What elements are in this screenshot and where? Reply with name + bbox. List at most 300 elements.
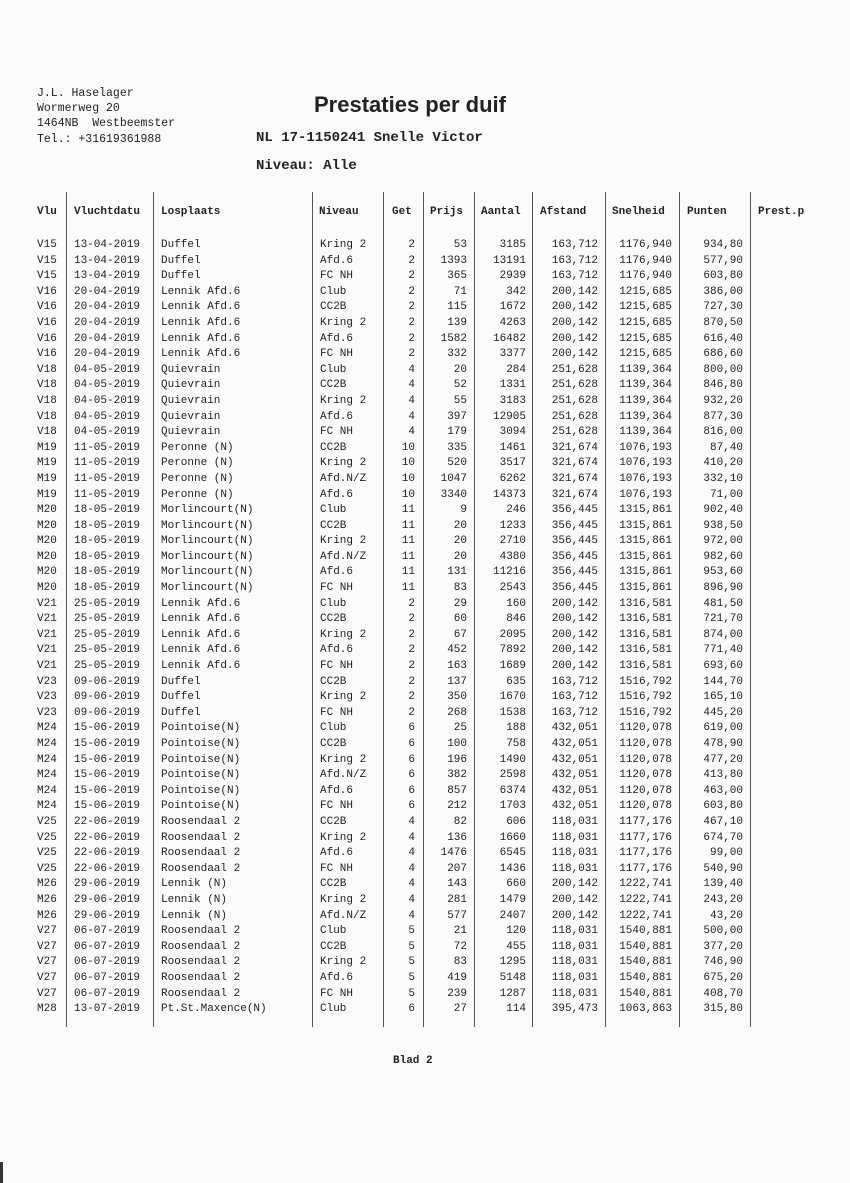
cell-niveau: CC2B [320, 379, 347, 392]
cell-get: 2 [408, 270, 415, 283]
cell-niveau: Club [320, 925, 347, 938]
cell-vlu: V25 [37, 847, 57, 860]
cell-vlu: V23 [37, 691, 57, 704]
table-row [0, 816, 850, 832]
cell-niveau: Afd.6 [320, 410, 354, 423]
page-title: Prestaties per duif [314, 92, 506, 117]
cell-aantal: 3517 [499, 457, 526, 470]
cell-losplaats: Peronne (N) [161, 472, 234, 485]
cell-vlu: V18 [37, 363, 57, 376]
cell-vluchtdatum: 04-05-2019 [74, 410, 141, 423]
cell-niveau: FC NH [320, 800, 354, 813]
cell-afstand: 432,051 [551, 800, 598, 813]
cell-get: 4 [408, 893, 415, 906]
cell-punten: 445,20 [703, 706, 743, 719]
cell-vluchtdatum: 29-06-2019 [74, 893, 141, 906]
cell-niveau: FC NH [320, 426, 354, 439]
cell-vluchtdatum: 13-04-2019 [74, 270, 141, 283]
cell-afstand: 200,142 [551, 332, 598, 345]
cell-get: 2 [408, 301, 415, 314]
cell-get: 6 [408, 722, 415, 735]
cell-snelheid: 1315,861 [619, 519, 672, 532]
cell-punten: 467,10 [703, 815, 743, 828]
header-afstand: Afstand [540, 206, 587, 218]
cell-vluchtdatum: 11-05-2019 [74, 457, 141, 470]
cell-prijs: 83 [453, 956, 467, 969]
cell-vluchtdatum: 11-05-2019 [74, 441, 141, 454]
cell-vlu: M20 [37, 550, 57, 563]
cell-niveau: Kring 2 [320, 893, 367, 906]
cell-snelheid: 1177,176 [619, 815, 672, 828]
cell-snelheid: 1120,078 [619, 769, 672, 782]
cell-losplaats: Quievrain [161, 426, 221, 439]
table-row [0, 504, 850, 520]
cell-vluchtdatum: 09-06-2019 [74, 675, 141, 688]
cell-punten: 87,40 [709, 441, 743, 454]
cell-vluchtdatum: 18-05-2019 [74, 566, 141, 579]
table-row [0, 925, 850, 941]
cell-vluchtdatum: 25-05-2019 [74, 644, 141, 657]
cell-losplaats: Lennik Afd.6 [161, 348, 241, 361]
cell-vluchtdatum: 13-07-2019 [74, 1003, 141, 1016]
cell-get: 10 [401, 488, 415, 501]
cell-snelheid: 1516,792 [619, 675, 672, 688]
cell-get: 10 [401, 457, 415, 470]
cell-niveau: Kring 2 [320, 831, 367, 844]
cell-aantal: 1703 [499, 800, 526, 813]
sender-name: J.L. Haselager [37, 87, 134, 100]
cell-niveau: FC NH [320, 582, 354, 595]
cell-niveau: Afd.6 [320, 784, 354, 797]
cell-get: 5 [408, 940, 415, 953]
table-row [0, 676, 850, 692]
cell-aantal: 1538 [499, 706, 526, 719]
table-row [0, 317, 850, 333]
header-niveau: Niveau [319, 206, 359, 218]
cell-aantal: 2407 [499, 909, 526, 922]
table-row [0, 660, 850, 676]
cell-snelheid: 1315,861 [619, 535, 672, 548]
cell-snelheid: 1316,581 [619, 644, 672, 657]
table-row [0, 972, 850, 988]
cell-get: 2 [408, 628, 415, 641]
cell-punten: 693,60 [703, 660, 743, 673]
cell-prijs: 20 [453, 535, 467, 548]
cell-snelheid: 1540,881 [619, 956, 672, 969]
cell-vluchtdatum: 20-04-2019 [74, 316, 141, 329]
cell-vluchtdatum: 29-06-2019 [74, 909, 141, 922]
cell-vlu: M24 [37, 753, 57, 766]
cell-vluchtdatum: 15-06-2019 [74, 800, 141, 813]
cell-get: 5 [408, 971, 415, 984]
cell-prijs: 419 [447, 971, 467, 984]
table-row [0, 832, 850, 848]
cell-snelheid: 1215,685 [619, 285, 672, 298]
cell-losplaats: Lennik (N) [161, 878, 228, 891]
cell-vluchtdatum: 20-04-2019 [74, 285, 141, 298]
cell-aantal: 4380 [499, 550, 526, 563]
cell-losplaats: Pointoise(N) [161, 722, 241, 735]
cell-losplaats: Peronne (N) [161, 441, 234, 454]
cell-snelheid: 1063,863 [619, 1003, 672, 1016]
cell-get: 4 [408, 847, 415, 860]
cell-vlu: V18 [37, 410, 57, 423]
cell-punten: 139,40 [703, 878, 743, 891]
table-row [0, 707, 850, 723]
cell-vluchtdatum: 18-05-2019 [74, 519, 141, 532]
cell-snelheid: 1139,364 [619, 426, 672, 439]
cell-vluchtdatum: 15-06-2019 [74, 784, 141, 797]
table-row [0, 894, 850, 910]
cell-niveau: CC2B [320, 519, 347, 532]
table-row [0, 629, 850, 645]
cell-afstand: 200,142 [551, 613, 598, 626]
cell-vluchtdatum: 06-07-2019 [74, 925, 141, 938]
cell-losplaats: Pointoise(N) [161, 738, 241, 750]
cell-prijs: 163 [447, 660, 467, 673]
cell-vluchtdatum: 04-05-2019 [74, 394, 141, 407]
cell-snelheid: 1177,176 [619, 831, 672, 844]
cell-punten: 577,90 [703, 254, 743, 267]
cell-vluchtdatum: 11-05-2019 [74, 488, 141, 501]
cell-prijs: 3340 [440, 488, 467, 501]
cell-snelheid: 1315,861 [619, 582, 672, 595]
cell-niveau: CC2B [320, 613, 347, 626]
cell-afstand: 251,628 [551, 426, 598, 439]
cell-prijs: 350 [447, 691, 467, 704]
cell-afstand: 251,628 [551, 394, 598, 407]
cell-punten: 932,20 [703, 394, 743, 407]
cell-prijs: 60 [453, 613, 467, 626]
cell-vlu: V23 [37, 706, 57, 719]
cell-losplaats: Lennik Afd.6 [161, 660, 241, 673]
cell-prijs: 335 [447, 441, 467, 454]
cell-losplaats: Duffel [161, 254, 201, 267]
cell-afstand: 251,628 [551, 363, 598, 376]
cell-losplaats: Peronne (N) [161, 457, 234, 470]
cell-prijs: 332 [447, 348, 467, 361]
cell-afstand: 118,031 [551, 971, 598, 984]
sender-street: Wormerweg 20 [37, 102, 120, 116]
table-row [0, 535, 850, 551]
cell-niveau: CC2B [320, 738, 347, 750]
cell-aantal: 2543 [499, 582, 526, 595]
cell-punten: 727,30 [703, 301, 743, 314]
cell-aantal: 6374 [499, 784, 526, 797]
cell-punten: 938,50 [703, 519, 743, 532]
cell-losplaats: Duffel [161, 239, 201, 251]
cell-losplaats: Peronne (N) [161, 488, 234, 501]
cell-get: 11 [401, 535, 415, 548]
table-row [0, 442, 850, 458]
table-row [0, 988, 850, 1004]
cell-losplaats: Quievrain [161, 394, 221, 407]
header-aantal: Aantal [481, 206, 521, 218]
cell-vluchtdatum: 06-07-2019 [74, 956, 141, 969]
header-get: Get [392, 206, 412, 218]
cell-get: 6 [408, 769, 415, 782]
cell-punten: 332,10 [703, 472, 743, 485]
cell-vluchtdatum: 06-07-2019 [74, 987, 141, 1000]
cell-punten: 463,00 [703, 784, 743, 797]
cell-niveau: Kring 2 [320, 239, 367, 251]
cell-niveau: Afd.6 [320, 254, 354, 267]
cell-prijs: 452 [447, 644, 467, 657]
cell-afstand: 200,142 [551, 628, 598, 641]
cell-vlu: V25 [37, 815, 57, 828]
table-row [0, 738, 850, 754]
cell-snelheid: 1120,078 [619, 753, 672, 766]
table-row [0, 800, 850, 816]
cell-snelheid: 1315,861 [619, 504, 672, 517]
cell-snelheid: 1139,364 [619, 410, 672, 423]
cell-get: 2 [408, 285, 415, 298]
header-losplaats: Losplaats [161, 206, 221, 218]
table-row [0, 473, 850, 489]
cell-afstand: 432,051 [551, 738, 598, 750]
cell-vlu: V15 [37, 239, 57, 251]
cell-aantal: 120 [506, 925, 526, 938]
table-row [0, 270, 850, 286]
cell-vluchtdatum: 18-05-2019 [74, 535, 141, 548]
cell-losplaats: Duffel [161, 691, 201, 704]
cell-get: 5 [408, 987, 415, 1000]
cell-losplaats: Lennik Afd.6 [161, 316, 241, 329]
cell-prijs: 520 [447, 457, 467, 470]
cell-get: 4 [408, 394, 415, 407]
cell-losplaats: Roosendaal 2 [161, 987, 241, 1000]
cell-niveau: Kring 2 [320, 535, 367, 548]
cell-losplaats: Morlincourt(N) [161, 519, 254, 532]
cell-niveau: CC2B [320, 441, 347, 454]
cell-aantal: 2939 [499, 270, 526, 283]
cell-niveau: Afd.6 [320, 488, 354, 501]
cell-punten: 616,40 [703, 332, 743, 345]
cell-afstand: 118,031 [551, 956, 598, 969]
cell-aantal: 6545 [499, 847, 526, 860]
cell-aantal: 1331 [499, 379, 526, 392]
table-row [0, 379, 850, 395]
cell-afstand: 432,051 [551, 784, 598, 797]
cell-afstand: 200,142 [551, 644, 598, 657]
cell-afstand: 200,142 [551, 316, 598, 329]
cell-prijs: 20 [453, 550, 467, 563]
cell-snelheid: 1516,792 [619, 706, 672, 719]
cell-vlu: V16 [37, 348, 57, 361]
cell-vluchtdatum: 11-05-2019 [74, 472, 141, 485]
cell-afstand: 356,445 [551, 535, 598, 548]
cell-snelheid: 1120,078 [619, 738, 672, 750]
cell-aantal: 4263 [499, 316, 526, 329]
cell-niveau: FC NH [320, 987, 354, 1000]
cell-vluchtdatum: 09-06-2019 [74, 691, 141, 704]
cell-vluchtdatum: 15-06-2019 [74, 753, 141, 766]
cell-afstand: 163,712 [551, 706, 598, 719]
cell-vlu: V27 [37, 956, 57, 969]
cell-get: 2 [408, 597, 415, 610]
cell-niveau: CC2B [320, 815, 347, 828]
cell-afstand: 395,473 [551, 1003, 598, 1016]
cell-losplaats: Roosendaal 2 [161, 925, 241, 938]
cell-afstand: 200,142 [551, 660, 598, 673]
cell-punten: 386,00 [703, 285, 743, 298]
cell-get: 4 [408, 909, 415, 922]
cell-vlu: V21 [37, 660, 57, 673]
cell-aantal: 16482 [492, 332, 526, 345]
table-row [0, 691, 850, 707]
cell-get: 5 [408, 925, 415, 938]
table-row [0, 941, 850, 957]
pigeon-ring-line: NL 17-1150241 Snelle Victor [256, 130, 483, 146]
cell-vluchtdatum: 25-05-2019 [74, 597, 141, 610]
cell-aantal: 188 [506, 722, 526, 735]
cell-niveau: CC2B [320, 301, 347, 314]
cell-aantal: 114 [506, 1003, 526, 1016]
cell-niveau: Afd.6 [320, 644, 354, 657]
header-vluchtdatum: Vluchtdatu [74, 206, 141, 218]
cell-afstand: 118,031 [551, 847, 598, 860]
table-row [0, 520, 850, 536]
cell-vlu: V16 [37, 301, 57, 314]
cell-prijs: 212 [447, 800, 467, 813]
cell-aantal: 1490 [499, 753, 526, 766]
cell-vlu: V16 [37, 316, 57, 329]
cell-aantal: 1689 [499, 660, 526, 673]
cell-afstand: 200,142 [551, 893, 598, 906]
cell-punten: 675,20 [703, 971, 743, 984]
cell-get: 2 [408, 706, 415, 719]
table-row [0, 863, 850, 879]
cell-snelheid: 1176,940 [619, 270, 672, 283]
cell-afstand: 356,445 [551, 566, 598, 579]
cell-prijs: 1393 [440, 254, 467, 267]
cell-get: 4 [408, 410, 415, 423]
cell-vluchtdatum: 15-06-2019 [74, 722, 141, 735]
cell-get: 4 [408, 379, 415, 392]
cell-losplaats: Pointoise(N) [161, 753, 241, 766]
cell-punten: 619,00 [703, 722, 743, 735]
cell-niveau: Club [320, 597, 347, 610]
cell-snelheid: 1177,176 [619, 847, 672, 860]
cell-prijs: 207 [447, 862, 467, 875]
cell-vlu: V27 [37, 971, 57, 984]
cell-snelheid: 1076,193 [619, 488, 672, 501]
cell-snelheid: 1176,940 [619, 254, 672, 267]
cell-afstand: 251,628 [551, 410, 598, 423]
cell-vlu: V21 [37, 644, 57, 657]
cell-losplaats: Quievrain [161, 410, 221, 423]
cell-get: 4 [408, 831, 415, 844]
cell-prijs: 83 [453, 582, 467, 595]
cell-get: 4 [408, 878, 415, 891]
cell-aantal: 455 [506, 940, 526, 953]
cell-losplaats: Lennik Afd.6 [161, 301, 241, 314]
cell-punten: 877,30 [703, 410, 743, 423]
results-table-body [0, 239, 850, 1019]
cell-aantal: 1461 [499, 441, 526, 454]
cell-get: 6 [408, 784, 415, 797]
header-vlu: Vlu [37, 206, 57, 218]
scan-edge-mark [0, 1162, 3, 1183]
cell-vlu: M24 [37, 784, 57, 797]
cell-snelheid: 1139,364 [619, 379, 672, 392]
cell-snelheid: 1540,881 [619, 940, 672, 953]
cell-prijs: 29 [453, 597, 467, 610]
cell-aantal: 11216 [492, 566, 526, 579]
cell-prijs: 72 [453, 940, 467, 953]
cell-aantal: 13191 [492, 254, 526, 267]
cell-punten: 500,00 [703, 925, 743, 938]
cell-get: 2 [408, 644, 415, 657]
cell-losplaats: Quievrain [161, 379, 221, 392]
table-row [0, 426, 850, 442]
cell-get: 2 [408, 348, 415, 361]
cell-afstand: 118,031 [551, 940, 598, 953]
cell-get: 2 [408, 660, 415, 673]
cell-losplaats: Pointoise(N) [161, 800, 241, 813]
cell-niveau: Club [320, 285, 347, 298]
cell-aantal: 635 [506, 675, 526, 688]
cell-afstand: 118,031 [551, 987, 598, 1000]
cell-punten: 686,60 [703, 348, 743, 361]
cell-snelheid: 1076,193 [619, 441, 672, 454]
cell-vluchtdatum: 15-06-2019 [74, 738, 141, 750]
table-row [0, 598, 850, 614]
cell-get: 2 [408, 691, 415, 704]
cell-punten: 800,00 [703, 363, 743, 376]
cell-afstand: 432,051 [551, 769, 598, 782]
cell-punten: 934,80 [703, 239, 743, 251]
cell-punten: 816,00 [703, 426, 743, 439]
cell-losplaats: Morlincourt(N) [161, 504, 254, 517]
cell-losplaats: Morlincourt(N) [161, 535, 254, 548]
cell-prijs: 1476 [440, 847, 467, 860]
cell-get: 11 [401, 550, 415, 563]
cell-prijs: 53 [453, 239, 467, 251]
cell-punten: 721,70 [703, 613, 743, 626]
cell-get: 2 [408, 613, 415, 626]
table-row [0, 769, 850, 785]
cell-niveau: CC2B [320, 940, 347, 953]
cell-vlu: V27 [37, 987, 57, 1000]
header-snelheid: Snelheid [612, 206, 665, 218]
cell-aantal: 14373 [492, 488, 526, 501]
cell-aantal: 1670 [499, 691, 526, 704]
cell-vlu: V23 [37, 675, 57, 688]
cell-vlu: V18 [37, 394, 57, 407]
page-number: Blad 2 [393, 1055, 433, 1067]
cell-niveau: Afd.N/Z [320, 550, 367, 563]
cell-losplaats: Roosendaal 2 [161, 815, 241, 828]
cell-punten: 982,60 [703, 550, 743, 563]
cell-prijs: 20 [453, 519, 467, 532]
cell-prijs: 115 [447, 301, 467, 314]
cell-get: 4 [408, 363, 415, 376]
cell-afstand: 163,712 [551, 675, 598, 688]
cell-niveau: Kring 2 [320, 316, 367, 329]
cell-vluchtdatum: 25-05-2019 [74, 628, 141, 641]
cell-snelheid: 1215,685 [619, 316, 672, 329]
cell-losplaats: Morlincourt(N) [161, 566, 254, 579]
cell-vlu: V25 [37, 862, 57, 875]
cell-snelheid: 1316,581 [619, 628, 672, 641]
cell-losplaats: Lennik (N) [161, 909, 228, 922]
cell-get: 4 [408, 862, 415, 875]
cell-snelheid: 1215,685 [619, 301, 672, 314]
cell-snelheid: 1076,193 [619, 472, 672, 485]
cell-vlu: V21 [37, 597, 57, 610]
niveau-line: Niveau: Alle [256, 158, 357, 174]
